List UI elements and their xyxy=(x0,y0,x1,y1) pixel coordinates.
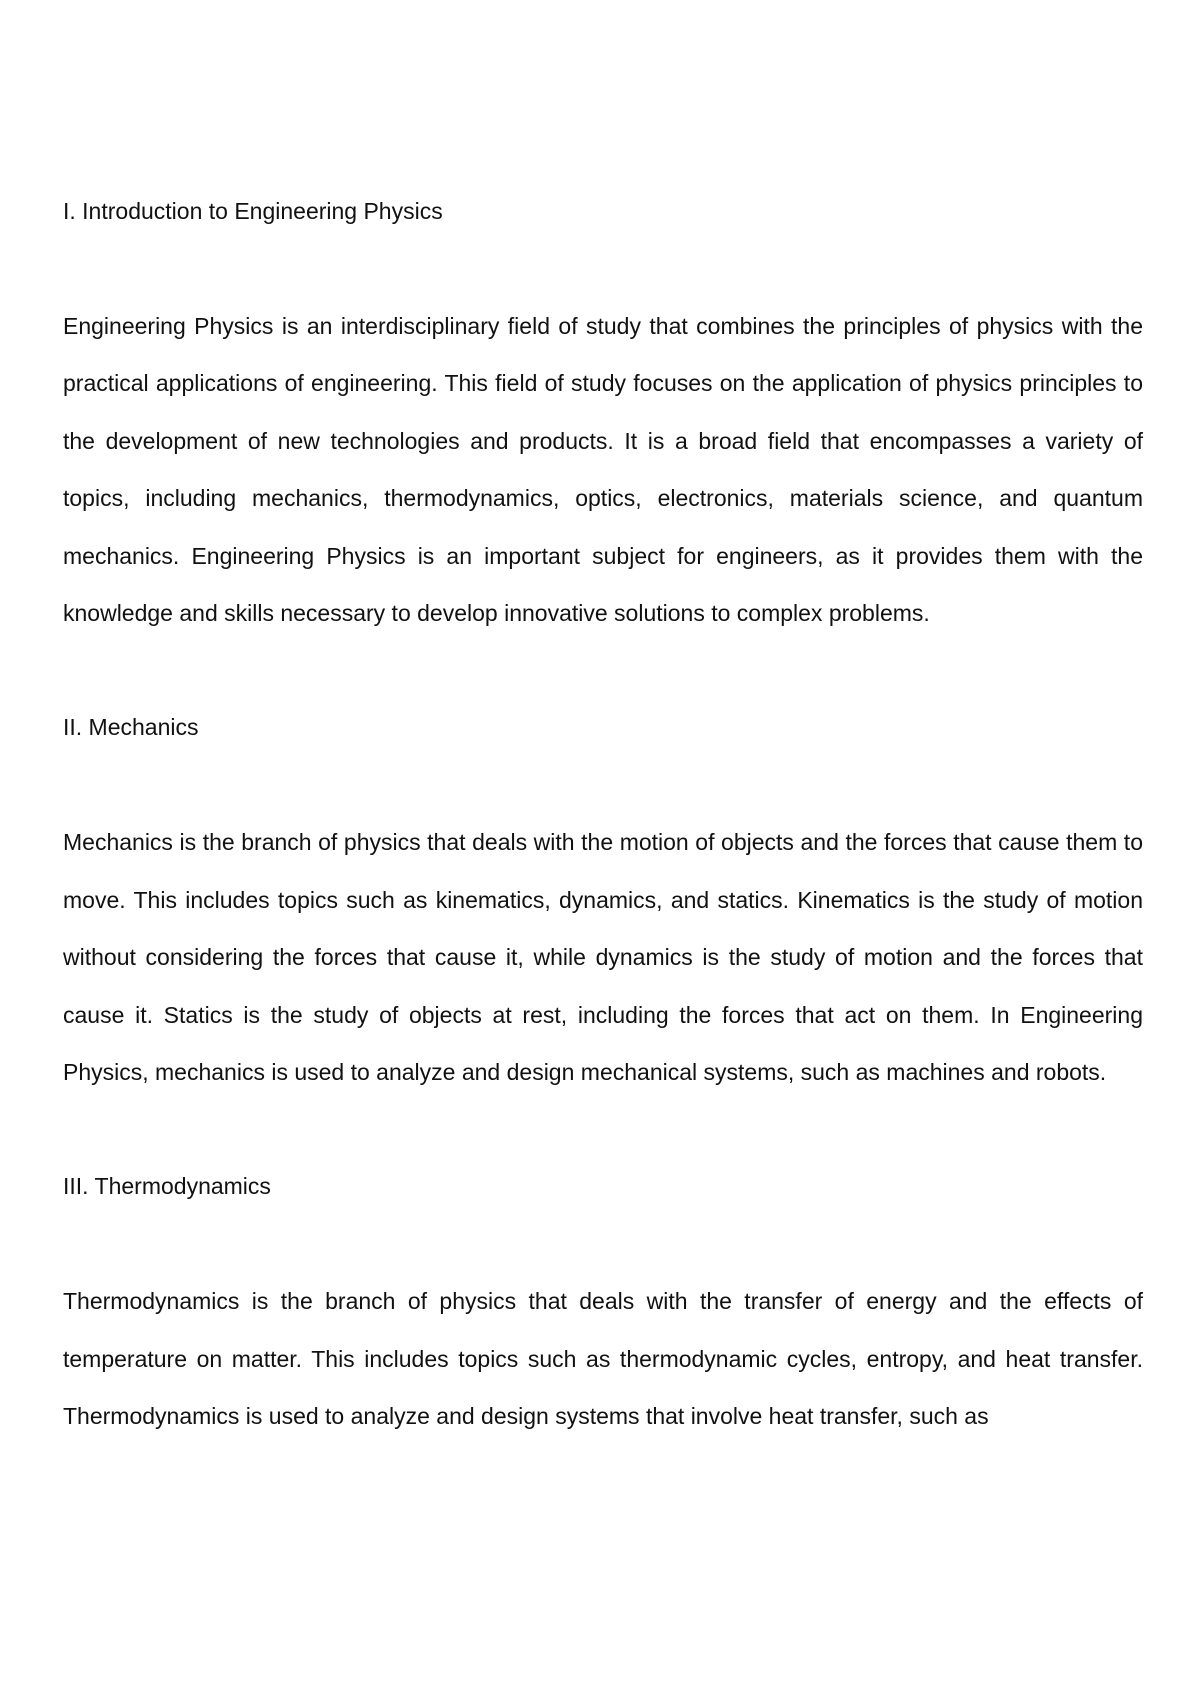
section-body-thermodynamics: Thermodynamics is the branch of physics that deals with the transfer of energy and the effects of temperature on matter. This includes topics such as thermodynamic cycles, entropy, and heat transfer. Thermodynamics is used to analyze and design systems that involve heat transfer, such as xyxy=(63,1288,1143,1430)
spacer xyxy=(63,240,1143,298)
section-heading-mechanics: II. Mechanics xyxy=(63,714,199,741)
spacer xyxy=(63,756,1143,814)
section-heading-thermodynamics: III. Thermodynamics xyxy=(63,1173,271,1200)
spacer xyxy=(63,642,1143,699)
section-heading-introduction: I. Introduction to Engineering Physics xyxy=(63,198,443,224)
spacer xyxy=(63,1101,1143,1158)
section-body-mechanics: Mechanics is the branch of physics that deals with the motion of objects and the forces that cause them to move. This includes topics such as kinematics, dynamics, and statics. Kinematics is the study of motion without considering the forces that cause it, while dynamics is the study of motion and the forces that cause it. Statics is the study of objects at rest, including the forces that act on them. In Engineering Physics, mechanics is used to analyze and design mechanical systems, such as machines and robots. xyxy=(63,829,1143,1086)
section-body-introduction: Engineering Physics is an interdisciplinary field of study that combines the principles of physics with the practical applications of engineering. This field of study focuses on the application of physics principles to the development of new technologies and products. It is a broad field that encompasses a variety of topics, including mechanics, thermodynamics, optics, electronics, materials science, and quantum mechanics. Engineering Physics is an important subject for engineers, as it provides them with the knowledge and skills necessary to develop innovative solutions to complex problems. xyxy=(63,313,1143,627)
spacer xyxy=(63,1215,1143,1273)
document-content xyxy=(63,183,1143,1446)
